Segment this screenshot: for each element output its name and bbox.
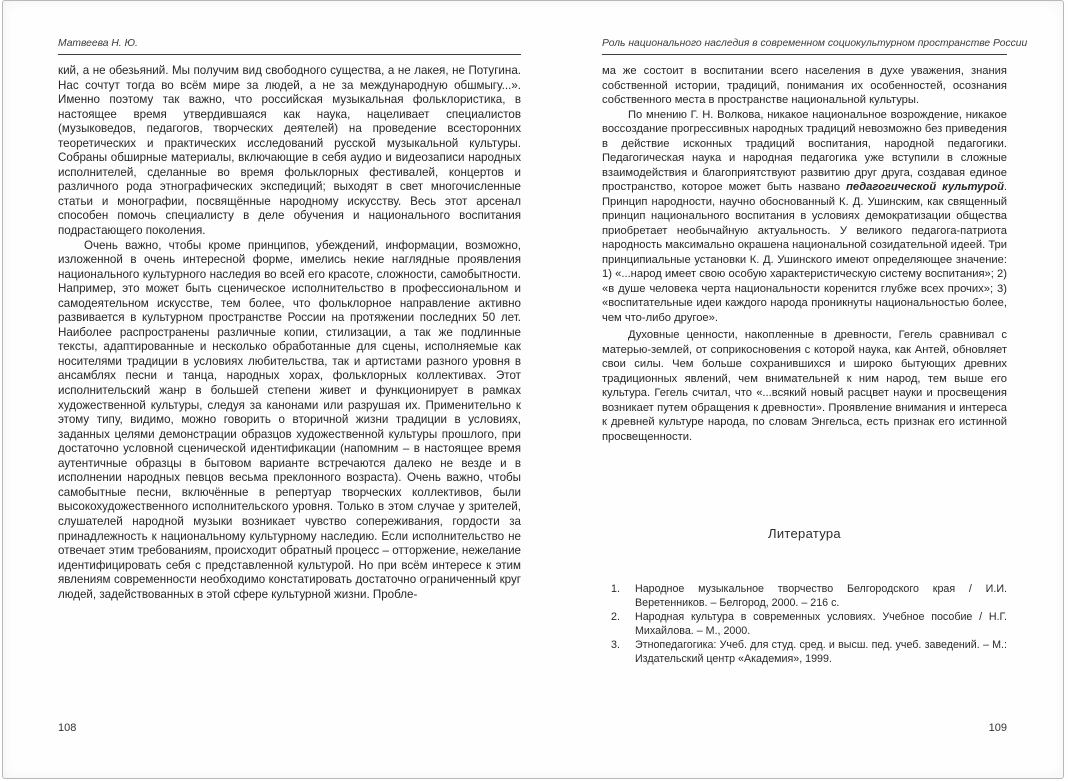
reference-list — [602, 583, 1007, 666]
page-number-left: 108 — [58, 722, 77, 734]
paragraph — [602, 108, 1007, 326]
reference-text: Этнопедагогика: Учеб. для студ. сред. и высш. пед. учеб. заведений. – М.: Издательский центр «Академия», 1999. — [635, 639, 1007, 665]
page-number-right: 109 — [988, 722, 1007, 734]
paragraph-text: По мнению Г. Н. Волкова, никакое национальное возрождение, никакое воссоздание прогрессивных народных традиций невозможно без приведения в действие исконных традиций воспитания, народной педагогики. Педагогическая наука и народная педагогика уже вступили в сложные взаимодействия и благоприятствуют развитию друг друга, создавая единое пространство, которое может быть названо — [602, 108, 1007, 193]
paragraph: ма же состоит в воспитании всего населения в духе уважения, знания собственной истории, традиций, понимания их особенностей, осознания собственного места в пространстве национальной культуры. — [602, 65, 1007, 106]
reference-number: 1. — [611, 583, 620, 595]
emphasis-pedagogical-culture: педагогической культурой — [846, 181, 1004, 193]
literature-heading: Литература — [768, 526, 841, 541]
paragraph: кий, а не обезьяний. Мы получим вид свободного существа, а не лакея, не Потугина. Нас сочтут тогда во всём мире за людей, а не за международную обшмыгу...». Именно поэтому так важно, что российская музыкальная фольклористика, в настоящее время утвердившаяся как наука, нацеливает специалистов (музыковедов, педагогов, творческих деятелей) на проведение всесторонних теоретических и практических исследований русской музыкальной культуры. Собраны обширные материалы, включающие в себя аудио и видеозаписи народных исполнителей, сделанные во время фольклорных фестивалей, концертов и различного рода этнографических экспедиций; выходят в свет многочисленные статьи и монографии, посвящённые народному искусству. Весь этот арсенал способен помочь специалисту в деле обучения и национального воспитания подрастающего поколения. — [58, 64, 521, 238]
paragraph-text: . Принцип народности, научно обоснованный К. Д. Ушинским, как священный принцип национального воспитания в условиях демократизации общества приобретает необычайную актуальность. У великого педагога-патриота народность максимально окрашена национальной созидательной идеей. Три принципиальные установки К. Д. Ушинского имеют определяющее значение: 1) «...народ имеет свою особую характеристическую систему воспитания»; 2) «в душе человека черта национальности коренится глубже всех прочих»; 3) «воспитательные идеи каждого народа проникнуты национальностью более, чем что-либо другое». — [602, 181, 1008, 324]
reference-text: Народная культура в современных условиях. Учебное пособие / Н.Г. Михайлова. – М., 2000. — [635, 611, 1007, 637]
reference-number: 2. — [611, 611, 620, 623]
reference-item — [611, 583, 1007, 610]
reference-number: 3. — [611, 639, 620, 651]
reference-text: Народное музыкальное творчество Белгородского края / И.И. Веретенников. – Белгород, 2000. – 216 с. — [635, 583, 1007, 609]
page-right — [602, 38, 1028, 667]
page-left — [58, 38, 521, 602]
reference-item — [611, 611, 1007, 638]
paragraph: Духовные ценности, накопленные в древности, Гегель сравнивал с матерью-землей, от соприкосновения с которой наука, как Антей, обновляет свои силы. Чем больше сохранившихся и широко бытующих древних традиционных явлений, чем внимательней к ним народ, тем выше его культура. Гегель считал, что «...всякий новый расцвет науки и просвещения возникает путем обращения к древности». Проявление внимания и интереса к древней культуре народа, по словам Энгельса, есть признак его истинной просвещенности. — [602, 329, 1007, 443]
paragraph: Очень важно, чтобы кроме принципов, убеждений, информации, возможно, изложенной в очень интересной форме, имелись некие наглядные проявления национального культурного наследия во всей его красоте, сложности, самобытности. Например, это может быть сценическое исполнительство в профессиональном и самодеятельном искусстве, тем более, что фольклорное направление активно развивается в культурном пространстве России на протяжении последних 50 лет. Наиболее распространены различные копии, стилизации, а так же подлинные тексты, адаптированные и несколько обработанные для сцены, исполняемые как носителями традиции в условиях любительства, так и артистами разного уровня в ансамблях песни и танца, народных хорах, фольклорных коллективах. Этот исполнительский жанр в большей степени живет и функционирует в рамках художественной культуры, следуя за канонами или разрушая их. Применительно к этому типу, видимо, можно говорить о вторичной жизни традиции в условиях, заданных целями демонстрации образцов художественной культуры прошлого, при достаточно условной сценической идентификации (напомним – в настоящее время аутентичные образцы в бытовом варианте встречаются далеко не везде и в исполнении народных певцов весьма преклонного возраста). Очень важно, чтобы самобытные песни, включённые в репертуар творческих коллективов, были высокохудожественного исполнительского уровня. Только в этом случае у зрителей, слушателей народной музыки возникает чувство сопереживания, гордости за принадлежность к национальному культурному наследию. Если исполнительство не отвечает этим требованиям, происходит обратный процесс – отторжение, нежелание идентифицировать себя с представленной культурой. Но при всём интересе к этим явлениям современности необходимо констатировать достаточно ограниченный круг людей, задействованных в этой сфере культурной жизни. Пробле- — [58, 238, 521, 601]
running-head-title: Роль национального наследия в современном социокультурном пространстве России — [602, 38, 1007, 55]
left-page-body — [58, 64, 521, 602]
right-page-body — [602, 64, 1007, 444]
reference-item — [611, 639, 1007, 666]
running-head-author: Матвеева Н. Ю. — [58, 38, 521, 55]
